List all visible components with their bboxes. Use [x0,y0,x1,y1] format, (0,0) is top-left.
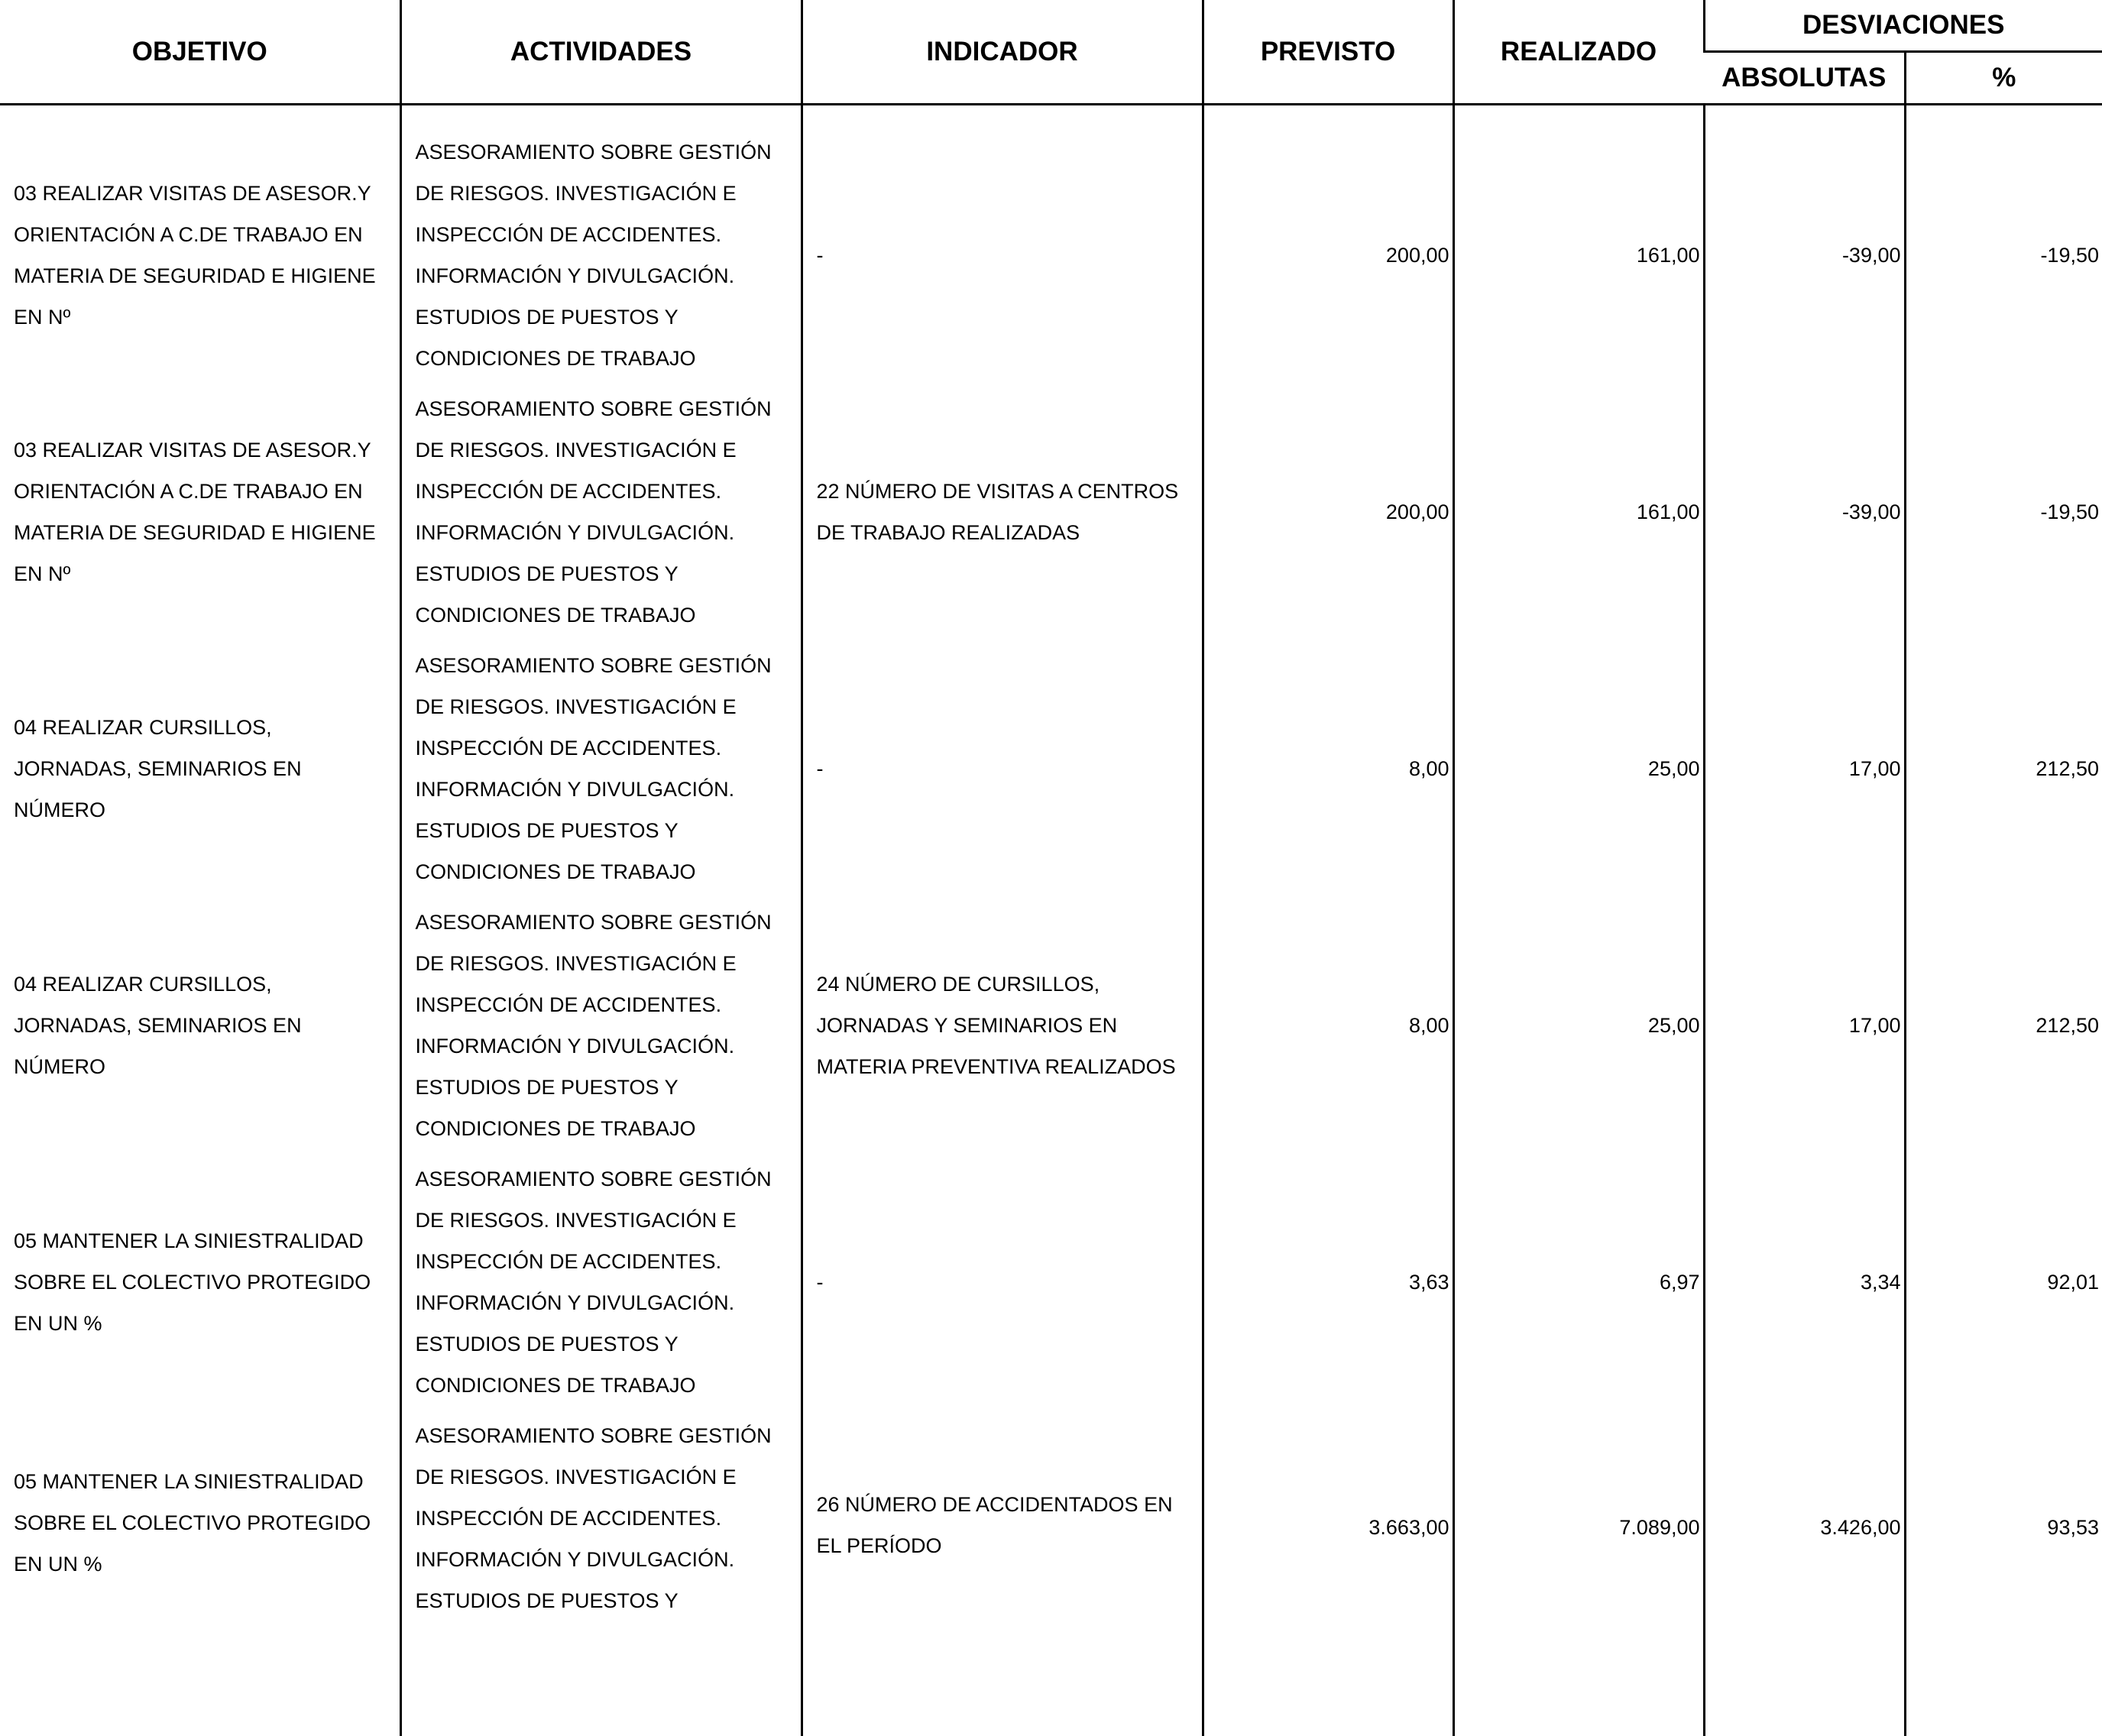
cell-indicador: - [802,1154,1203,1410]
header-desviaciones: DESVIACIONES [1704,0,2102,52]
cell-percent: 212,50 [1905,897,2102,1154]
cell-actividades: ASESORAMIENTO SOBRE GESTIÓN DE RIESGOS. INVESTIGACIÓN E INSPECCIÓN DE ACCIDENTES. INFORMACIÓN Y DIVULGACIÓN. ESTUDIOS DE PUESTOS Y CONDICIONES DE TRABAJO [400,1154,802,1410]
cell-indicador: 24 NÚMERO DE CURSILLOS, JORNADAS Y SEMINARIOS EN MATERIA PREVENTIVA REALIZADOS [802,897,1203,1154]
cell-realizado: 161,00 [1453,384,1704,640]
cell-previsto: 8,00 [1203,640,1453,897]
cell-absolutas: 3,34 [1704,1154,1905,1410]
cell-previsto: 3,63 [1203,1154,1453,1410]
header-absolutas: ABSOLUTAS [1704,52,1905,105]
header-realizado: REALIZADO [1453,0,1704,105]
cell-previsto: 200,00 [1203,384,1453,640]
cell-realizado: 6,97 [1453,1154,1704,1410]
table-row [0,897,2102,1154]
cell-objetivo: 05 MANTENER LA SINIESTRALIDAD SOBRE EL COLECTIVO PROTEGIDO EN UN % [0,1154,400,1410]
cell-realizado: 7.089,00 [1453,1410,1704,1736]
cell-previsto: 200,00 [1203,105,1453,384]
cell-indicador: - [802,640,1203,897]
cell-percent: 92,01 [1905,1154,2102,1410]
cell-absolutas: 3.426,00 [1704,1410,1905,1736]
cell-previsto: 3.663,00 [1203,1410,1453,1736]
header-objetivo: OBJETIVO [0,0,400,105]
table-row [0,384,2102,640]
header-indicador: INDICADOR [802,0,1203,105]
cell-previsto: 8,00 [1203,897,1453,1154]
cell-actividades: ASESORAMIENTO SOBRE GESTIÓN DE RIESGOS. INVESTIGACIÓN E INSPECCIÓN DE ACCIDENTES. INFORMACIÓN Y DIVULGACIÓN. ESTUDIOS DE PUESTOS Y CONDICIONES DE TRABAJO [400,640,802,897]
cell-objetivo: 04 REALIZAR CURSILLOS, JORNADAS, SEMINARIOS EN NÚMERO [0,897,400,1154]
cell-percent: -19,50 [1905,384,2102,640]
cell-actividades: ASESORAMIENTO SOBRE GESTIÓN DE RIESGOS. INVESTIGACIÓN E INSPECCIÓN DE ACCIDENTES. INFORMACIÓN Y DIVULGACIÓN. ESTUDIOS DE PUESTOS Y CONDICIONES DE TRABAJO [400,105,802,384]
cell-objetivo: 03 REALIZAR VISITAS DE ASESOR.Y ORIENTACIÓN A C.DE TRABAJO EN MATERIA DE SEGURIDAD E HIGIENE EN Nº [0,384,400,640]
header-percent: % [1905,52,2102,105]
cell-absolutas: 17,00 [1704,897,1905,1154]
cell-realizado: 25,00 [1453,897,1704,1154]
cell-actividades: ASESORAMIENTO SOBRE GESTIÓN DE RIESGOS. INVESTIGACIÓN E INSPECCIÓN DE ACCIDENTES. INFORMACIÓN Y DIVULGACIÓN. ESTUDIOS DE PUESTOS Y CONDICIONES DE TRABAJO [400,384,802,640]
cell-percent: 93,53 [1905,1410,2102,1736]
cell-realizado: 25,00 [1453,640,1704,897]
cell-indicador: 26 NÚMERO DE ACCIDENTADOS EN EL PERÍODO [802,1410,1203,1736]
table-row [0,640,2102,897]
cell-objetivo: 03 REALIZAR VISITAS DE ASESOR.Y ORIENTACIÓN A C.DE TRABAJO EN MATERIA DE SEGURIDAD E HIGIENE EN Nº [0,105,400,384]
cell-absolutas: -39,00 [1704,384,1905,640]
cell-percent: 212,50 [1905,640,2102,897]
cell-indicador: 22 NÚMERO DE VISITAS A CENTROS DE TRABAJO REALIZADAS [802,384,1203,640]
table-body [0,105,2102,1736]
cell-indicador: - [802,105,1203,384]
cell-absolutas: 17,00 [1704,640,1905,897]
cell-absolutas: -39,00 [1704,105,1905,384]
table-row [0,1154,2102,1410]
header-actividades: ACTIVIDADES [400,0,802,105]
table-header [0,0,2102,105]
cell-objetivo: 05 MANTENER LA SINIESTRALIDAD SOBRE EL COLECTIVO PROTEGIDO EN UN % [0,1410,400,1736]
cell-actividades: ASESORAMIENTO SOBRE GESTIÓN DE RIESGOS. INVESTIGACIÓN E INSPECCIÓN DE ACCIDENTES. INFORMACIÓN Y DIVULGACIÓN. ESTUDIOS DE PUESTOS Y [400,1410,802,1736]
cell-percent: -19,50 [1905,105,2102,384]
table-row [0,105,2102,384]
table-row [0,1410,2102,1736]
cell-actividades: ASESORAMIENTO SOBRE GESTIÓN DE RIESGOS. INVESTIGACIÓN E INSPECCIÓN DE ACCIDENTES. INFORMACIÓN Y DIVULGACIÓN. ESTUDIOS DE PUESTOS Y CONDICIONES DE TRABAJO [400,897,802,1154]
cell-objetivo: 04 REALIZAR CURSILLOS, JORNADAS, SEMINARIOS EN NÚMERO [0,640,400,897]
header-previsto: PREVISTO [1203,0,1453,105]
cell-realizado: 161,00 [1453,105,1704,384]
